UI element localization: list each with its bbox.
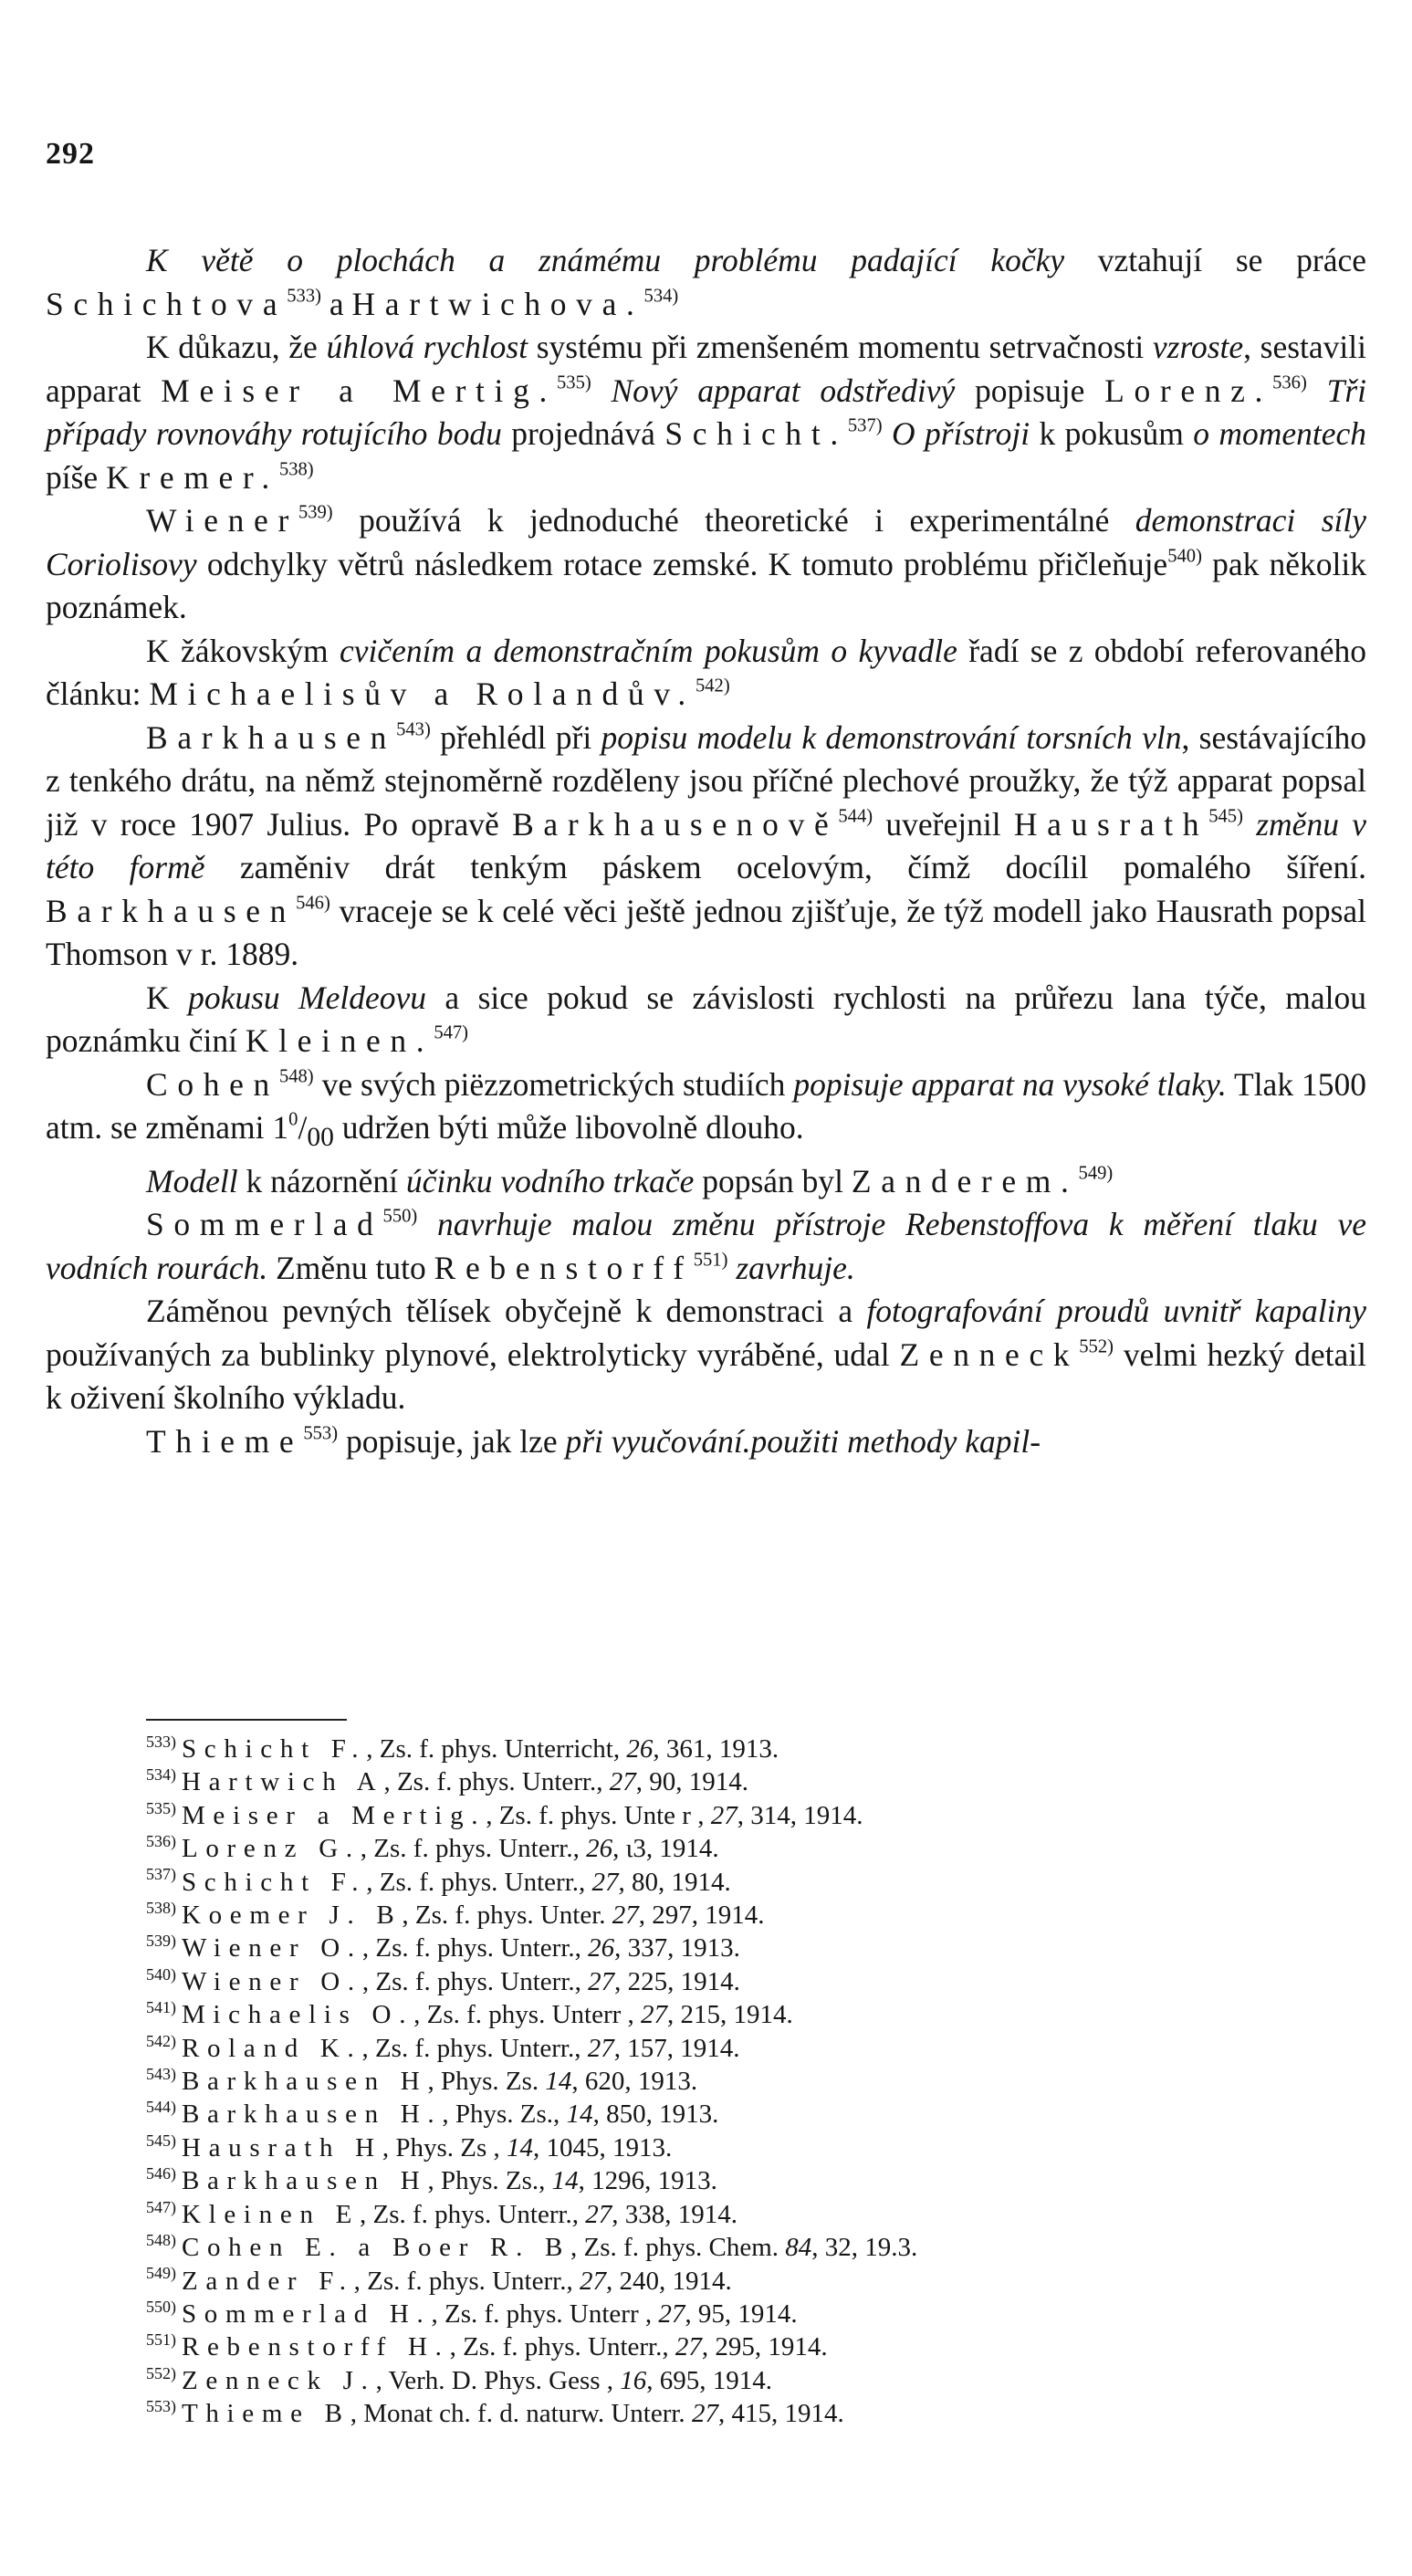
author-name: Wiener O. (181, 1933, 362, 1963)
text-run: , Phys. Zs , (382, 2132, 507, 2162)
footnote-number: 552) (146, 2363, 176, 2382)
author-name: Barkhausen (146, 718, 397, 756)
text-run: 26 (586, 1834, 613, 1864)
footnote-number: 543) (146, 2064, 176, 2083)
text-run: používaných za bublinky plynové, elektrolyticky vyráběné, udal (46, 1335, 900, 1373)
body-text (46, 239, 1366, 1463)
footnote-ref: 551) (693, 1250, 728, 1271)
text-run: , Phys. Zs., (442, 2100, 567, 2130)
text-run: popisuje (955, 372, 1105, 409)
text-run: , Phys. Zs. (427, 2067, 546, 2097)
text-run: vzroste (1152, 329, 1244, 365)
author-name: Schichtova (46, 285, 288, 322)
footnote-ref: 0 (288, 1109, 298, 1130)
text-run: , 1296, 1913. (578, 2166, 717, 2196)
text-run: používá k jednoduché theoretické i experimentálné (332, 502, 1135, 539)
text-run: , Zs. f. phys. Unter. (402, 1901, 612, 1931)
text-run: , 314, 1914. (737, 1800, 863, 1830)
text-run: / (298, 1109, 308, 1146)
text-run: , Zs. f. phys. Unterr., (353, 2266, 580, 2296)
text-run: , 157, 1914. (613, 2033, 740, 2063)
footnote-number: 553) (146, 2396, 176, 2415)
text-run: , 80, 1914. (618, 1867, 731, 1897)
text-run: O přístroji (892, 415, 1030, 452)
text-run: pak několik poznámek. (46, 545, 1366, 625)
footnote-ref: 540) (1167, 546, 1202, 567)
text-run: projednává (501, 415, 665, 452)
text-run: , 32, 19.3. (811, 2233, 918, 2263)
footnote-number: 535) (146, 1798, 176, 1817)
text-run: , 90, 1914. (635, 1767, 748, 1797)
text-run (417, 1206, 437, 1242)
text-run: cvičením a demonstračním pokusům o kyvadle (340, 632, 957, 669)
text-run: , 240, 1914. (605, 2266, 732, 2296)
text-run: Změnu tuto (267, 1249, 434, 1286)
text-run: 14 (545, 2067, 572, 2097)
author-name: Zenneck (899, 1335, 1080, 1373)
text-run (883, 415, 892, 452)
footnote-number: 546) (146, 2164, 176, 2183)
text-run: zaměniv drát tenkým páskem ocelovým, čímž docílil pomalého šíření. (204, 849, 1366, 885)
text-run: Tlak 1500 atm. se změnami 1 (46, 1065, 1366, 1146)
author-name: Hausrath H (181, 2132, 382, 2162)
footnotes-list (146, 1733, 917, 2431)
footnote (146, 2032, 917, 2065)
text-run: , 295, 1914. (701, 2332, 828, 2362)
author-name: Rebenstorff H. (181, 2332, 450, 2362)
text-run: 14 (551, 2166, 579, 2196)
text-run: , Zs. f. phys. Unterr., (361, 2033, 588, 2063)
footnote (146, 2198, 917, 2231)
footnote-number: 544) (146, 2098, 176, 2117)
footnote-number: 539) (146, 1932, 176, 1951)
footnote-ref: 546) (296, 893, 330, 914)
author-name: Zander F. (181, 2266, 354, 2296)
footnote (146, 1733, 917, 1765)
text-run: , Zs. f. phys. Unte r , (486, 1800, 711, 1830)
footnote-ref: 542) (695, 675, 730, 696)
text-run: , 361, 1913. (653, 1734, 779, 1764)
footnote-number: 550) (146, 2297, 176, 2316)
footnote-ref: 543) (396, 719, 431, 740)
text-run: 27 (588, 1966, 615, 1996)
text-run: , Zs. f. phys. Unterricht, (366, 1734, 627, 1764)
footnote (146, 1932, 917, 1964)
text-run: , Zs. f. phys. Unterr., (449, 2332, 675, 2362)
text-run: , 215, 1914. (667, 2000, 793, 2030)
author-name: Schicht F. (181, 1734, 367, 1764)
text-run: , Zs. f. phys. Unterr , (413, 2000, 642, 2030)
text-run: velmi hezký detail k oživení školního výkladu. (46, 1335, 1366, 1417)
author-name: Kremer. (106, 458, 279, 496)
author-name: Lorenz. (1104, 372, 1273, 409)
footnote-ref: 553) (303, 1423, 339, 1444)
author-name: Zanderem. (851, 1162, 1079, 1199)
text-run: demonstraci síly Coriolisovy (46, 502, 1366, 582)
footnote-number: 538) (146, 1898, 176, 1917)
author-name: Wiener O. (181, 1966, 362, 1996)
text-run: , sestavili apparat (46, 329, 1366, 409)
author-name: Meiser a Mertig. (161, 372, 557, 409)
text-run: vztahují se práce (1064, 242, 1366, 278)
text-run: , 95, 1914. (685, 2299, 798, 2329)
footnote (146, 2164, 917, 2197)
author-name: Hartwich A (181, 1767, 384, 1797)
text-run: , Zs. f. phys. Unterr., (383, 1767, 610, 1797)
author-name: Sommerlad H. (181, 2299, 432, 2329)
text-run: 27 (641, 2000, 668, 2030)
footnote (146, 1899, 917, 1932)
text-run: 16 (620, 2365, 647, 2395)
text-run: udržen býti může libovolně dlouho. (333, 1109, 804, 1146)
text-run: , 337, 1913. (614, 1933, 740, 1963)
footnote-ref: 548) (278, 1066, 314, 1087)
text-run: Modell (146, 1162, 238, 1199)
text-run: , 850, 1913. (592, 2100, 719, 2130)
text-run: 27 (658, 2299, 685, 2329)
author-name: Cohen E. a Boer R. B (181, 2233, 571, 2263)
text-run: K větě o plochách a známému problému padající kočky (146, 242, 1065, 278)
author-name: Thieme B (181, 2399, 350, 2429)
footnote (146, 1965, 917, 1998)
text-run: uveřejnil (873, 805, 1014, 843)
text-run: zavrhuje. (736, 1249, 855, 1286)
text-run: účinku vodního trkače (405, 1162, 695, 1199)
footnote-number: 542) (146, 2031, 176, 2050)
text-run: vraceje se k celé věci ještě jednou zjišťuje, že týž modell jako Hausrath popsal Thomson v r. 1889. (46, 892, 1366, 972)
author-name: Hartwichova. (351, 285, 644, 322)
paragraph (46, 1420, 1366, 1464)
author-name: Koemer J. B (181, 1901, 403, 1931)
author-name: Michaelis O. (181, 2000, 414, 2030)
text-run: K důkazu, že (146, 329, 327, 365)
text-run: a (320, 285, 352, 322)
footnote-number: 540) (146, 1964, 176, 1984)
footnote-ref: 549) (1078, 1163, 1114, 1184)
paragraph (46, 1203, 1366, 1290)
paragraph (46, 239, 1366, 326)
text-run: , 620, 1913. (571, 2067, 698, 2097)
footnote-number: 547) (146, 2197, 176, 2216)
author-name: Thieme (146, 1422, 304, 1460)
author-name: Schicht. (664, 415, 848, 452)
paragraph (46, 499, 1366, 630)
footnote (146, 2065, 917, 2098)
footnote-separator (146, 1719, 347, 1721)
author-name: Barkhausenově (512, 805, 839, 843)
footnote (146, 1832, 917, 1865)
text-run: , Zs. f. phys. Unterr , (431, 2299, 659, 2329)
footnote-ref: 536) (1272, 372, 1307, 393)
text-run: 27 (710, 1800, 737, 1830)
text-run: , Zs. f. phys. Unterr., (360, 1834, 587, 1864)
footnote (146, 1866, 917, 1899)
footnote-number: 545) (146, 2131, 176, 2150)
text-run: 14 (566, 2100, 593, 2130)
text-run: při vyučování.použiti methody kapil- (565, 1422, 1041, 1460)
footnote-ref: 533) (287, 286, 321, 307)
author-name: Schicht F. (181, 1867, 367, 1897)
footnote (146, 1998, 917, 2031)
text-run: popisu modelu k demonstrování torsních vln (601, 718, 1182, 756)
text-run: popisuje, jak lze (338, 1422, 566, 1460)
author-name: Zenneck J. (181, 2365, 376, 2395)
author-name: Hausrath (1013, 805, 1209, 843)
footnote (146, 2098, 917, 2131)
footnote-ref: 545) (1208, 806, 1243, 827)
text-run: 27 (587, 2033, 614, 2063)
text-run: , Zs. f. phys. Unterr., (366, 1867, 592, 1897)
text-run: 26 (588, 1933, 615, 1963)
text-run: , 297, 1914. (638, 1901, 765, 1931)
author-name: Barkhausen H. (181, 2100, 443, 2130)
text-run (1307, 372, 1327, 409)
footnote-ref: 550) (382, 1206, 418, 1227)
text-run: ve svých piëzzometrických studiích (313, 1065, 794, 1103)
text-run (591, 372, 612, 409)
footnote-number: 536) (146, 1832, 176, 1851)
footnote-number: 533) (146, 1732, 176, 1751)
text-run: 00 (307, 1123, 334, 1153)
paragraph (46, 1063, 1366, 1160)
text-run: systému při zmenšeném momentu setrvačnosti (528, 329, 1153, 365)
text-run: navrhuje malou změnu přístroje Rebenstoffova k měření tlaku ve vodních rourách. (46, 1206, 1366, 1286)
text-run: , 225, 1914. (614, 1966, 740, 1996)
text-run: 27 (591, 1867, 619, 1897)
author-name: Sommerlad (146, 1206, 383, 1243)
footnote-ref: 544) (838, 806, 873, 827)
text-run: Tři případy rovnováhy rotujícího bodu (46, 372, 1366, 452)
text-run: , Zs. f. phys. Unterr., (361, 1966, 589, 1996)
text-run: přehlédl při (430, 718, 601, 756)
text-run: , Zs. f. phys. Unterr., (360, 2199, 586, 2229)
text-run: K žákovským (146, 632, 340, 669)
paragraph (46, 630, 1366, 717)
footnote-ref: 552) (1079, 1336, 1114, 1357)
footnote (146, 2397, 917, 2430)
text-run (1243, 806, 1256, 843)
footnote-number: 549) (146, 2264, 176, 2283)
paragraph (46, 1160, 1366, 1204)
text-run: řadí se z období referovaného článku: (46, 632, 1366, 712)
footnote-number: 541) (146, 1998, 176, 2017)
author-name: Lorenz G. (181, 1834, 361, 1864)
text-run: odchylky větrů následkem rotace zemské. K tomuto problému přičleňuje (196, 545, 1168, 582)
footnote (146, 2265, 917, 2298)
text-run: 27 (609, 1767, 636, 1797)
author-name: Kleinen. (245, 1022, 434, 1059)
text-run: , Verh. D. Phys. Gess , (375, 2365, 621, 2395)
footnote (146, 2364, 917, 2397)
paragraph (46, 717, 1366, 977)
footnote-ref: 534) (643, 286, 679, 307)
text-run: popsán byl (694, 1162, 852, 1199)
text-run: , 695, 1914. (646, 2365, 773, 2395)
footnote (146, 1799, 917, 1832)
footnote-number: 534) (146, 1765, 176, 1785)
text-run: , Zs. f. phys. Unterr., (361, 1933, 589, 1963)
footnote (146, 2298, 917, 2330)
author-name: Wiener (146, 502, 298, 539)
text-run: , ι3, 1914. (612, 1834, 719, 1864)
text-run: , Zs. f. phys. Chem. (570, 2233, 786, 2263)
text-run: , 415, 1914. (717, 2399, 844, 2429)
text-run: K (146, 979, 189, 1016)
text-run: píše (46, 458, 107, 496)
footnote-ref: 538) (278, 459, 314, 480)
footnote-ref: 547) (434, 1022, 469, 1043)
author-name: Barkhausen (46, 892, 297, 929)
text-run: 26 (626, 1734, 654, 1764)
text-run: , sestávajícího z tenkého drátu, na němž stejnoměrně rozděleny jsou příčné plechové proužky, že týž apparat popsal již v roce 1907 Julius. Po opravě (46, 718, 1366, 843)
text-run: úhlová rychlost (326, 329, 528, 365)
footnote-ref: 535) (557, 372, 591, 393)
footnote (146, 2131, 917, 2164)
text-run: 27 (585, 2199, 612, 2229)
text-run: pokusu Meldeovu (188, 979, 427, 1016)
author-name: Barkhausen H (181, 2166, 428, 2196)
text-run (727, 1250, 736, 1286)
text-run: popisuje apparat na vysoké tlaky. (793, 1065, 1227, 1103)
text-run: 14 (507, 2132, 533, 2162)
footnote-number: 548) (146, 2230, 176, 2249)
author-name: Meiser a Mertig. (181, 1800, 486, 1830)
footnote-number: 537) (146, 1865, 176, 1884)
text-run: o momentech (1193, 415, 1366, 452)
footnote (146, 2330, 917, 2363)
paragraph (46, 1290, 1366, 1420)
text-run: , 338, 1914. (612, 2199, 738, 2229)
author-name: Rebenstorff (434, 1249, 694, 1286)
text-run: 27 (675, 2332, 702, 2362)
footnote-ref: 539) (298, 502, 333, 523)
footnote (146, 1765, 917, 1798)
footnote-number: 551) (146, 2330, 176, 2350)
paragraph (46, 977, 1366, 1063)
text-run: k názornění (237, 1162, 406, 1199)
text-run: změnu v této formě (46, 805, 1366, 885)
text-run: , Phys. Zs., (427, 2166, 552, 2196)
text-run: k pokusům (1030, 415, 1194, 452)
author-name: Barkhausen H (181, 2067, 428, 2097)
text-run: fotografování proudů uvnitř kapaliny (866, 1293, 1366, 1330)
text-run: Záměnou pevných tělísek obyčejně k demonstraci a (146, 1293, 867, 1330)
paragraph (46, 326, 1366, 499)
footnote-ref: 537) (847, 415, 883, 436)
footnote (146, 2231, 917, 2264)
author-name: Cohen (146, 1065, 279, 1103)
author-name: Kleinen E (181, 2199, 361, 2229)
author-name: Michaelisův a Rolandův. (149, 675, 696, 712)
author-name: Roland K. (181, 2033, 362, 2063)
text-run: 84 (785, 2233, 812, 2263)
text-run: 27 (691, 2399, 718, 2429)
page-number: 292 (46, 137, 95, 171)
text-run: Nový apparat odstředivý (611, 372, 956, 409)
text-run: a sice pokud se závislosti rychlosti na průřezu lana týče, malou poznámku činí (46, 979, 1367, 1059)
text-run: , Monat ch. f. d. naturw. Unterr. (350, 2399, 692, 2429)
text-run: , 1045, 1913. (533, 2132, 673, 2162)
text-run: 27 (579, 2266, 606, 2296)
text-run: 27 (612, 1901, 639, 1931)
